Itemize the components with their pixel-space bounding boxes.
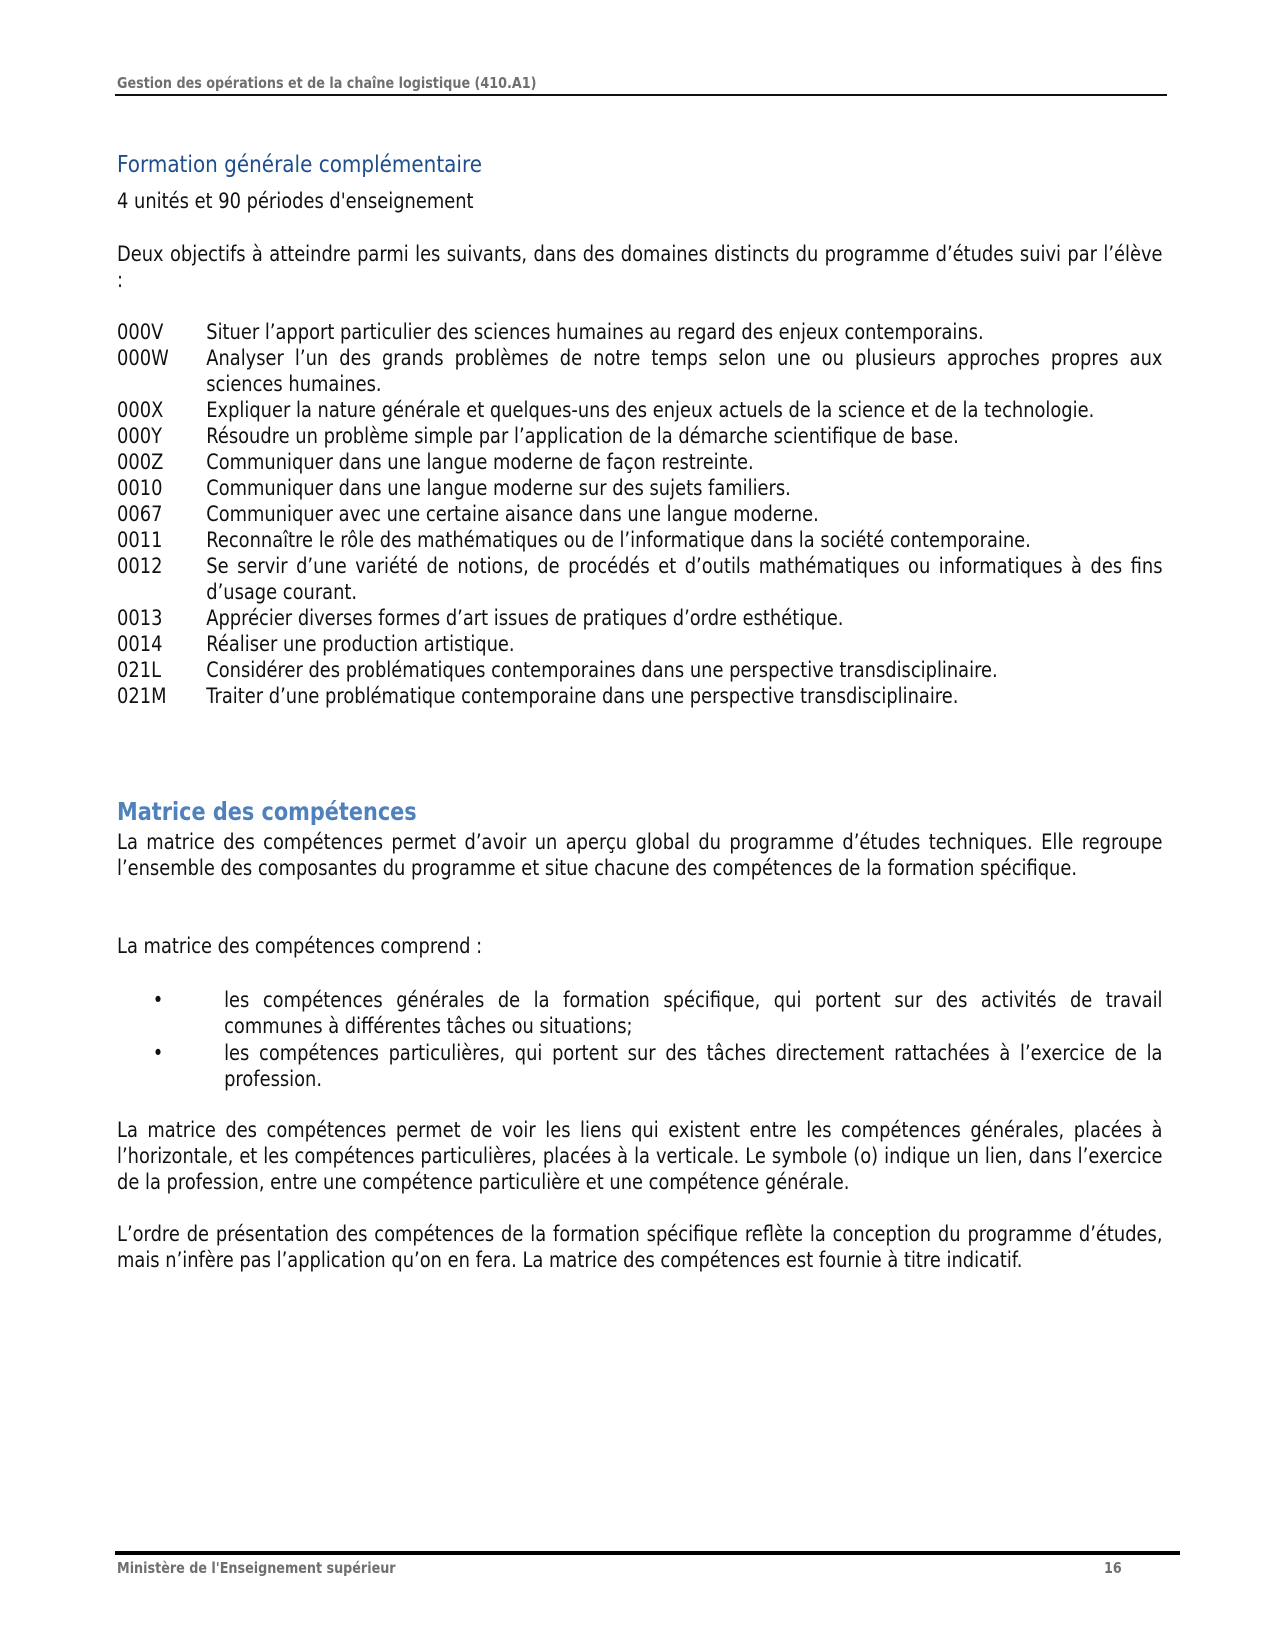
objective-item (117, 683, 1163, 709)
section-heading-matrice: Matrice des compétences (117, 797, 417, 826)
bullet-text: les compétences particulières, qui portent sur des tâches directement rattachées à l’exercice de la profession. (224, 1041, 1163, 1091)
matrice-paragraph-4: L’ordre de présentation des compétences de la formation spécifique reflète la conception du programme d’études, mais n’infère pas l’application qu’on en fera. La matrice des compétences est fournie à titre indicatif. (117, 1222, 1163, 1272)
objective-code: 000X (117, 398, 164, 422)
objective-item (117, 475, 1163, 501)
objective-code: 000Z (117, 450, 164, 474)
intro-paragraph: Deux objectifs à atteindre parmi les suivants, dans des domaines distincts du programme d’études suivi par l’élève : (117, 242, 1163, 292)
bullet-icon: • (152, 1041, 164, 1065)
running-header: Gestion des opérations et de la chaîne logistique (410.A1) (117, 74, 537, 92)
objective-code: 021L (117, 658, 162, 682)
objective-item (117, 449, 1163, 475)
objective-item (117, 631, 1163, 657)
objective-item (117, 397, 1163, 423)
objective-text: Expliquer la nature générale et quelques-uns des enjeux actuels de la science et de la technologie. (206, 398, 1095, 422)
objective-code: 000W (117, 346, 169, 370)
objective-code: 0010 (117, 476, 163, 500)
bullet-item (153, 987, 1163, 1039)
objective-text: Apprécier diverses formes d’art issues de pratiques d’ordre esthétique. (206, 606, 844, 630)
objective-code: 000Y (117, 424, 162, 448)
bullet-text: les compétences générales de la formation spécifique, qui portent sur des activités de travail communes à différentes tâches ou situations; (224, 988, 1163, 1038)
objective-text: Situer l’apport particulier des sciences humaines au regard des enjeux contemporains. (206, 320, 984, 344)
objective-text: Communiquer dans une langue moderne sur des sujets familiers. (206, 476, 791, 500)
objective-text: Communiquer avec une certaine aisance dans une langue moderne. (206, 502, 819, 526)
matrice-paragraph-2: La matrice des compétences comprend : (117, 934, 483, 958)
objective-text: Communiquer dans une langue moderne de façon restreinte. (206, 450, 754, 474)
page-number: 16 (1104, 1559, 1122, 1577)
objective-code: 021M (117, 684, 167, 708)
units-text: 4 unités et 90 périodes d'enseignement (117, 189, 474, 213)
matrice-paragraph-1: La matrice des compétences permet d’avoir un aperçu global du programme d’études techniques. Elle regroupe l’ensemble des composantes du programme et situe chacune des compétences de la formation spécifique. (117, 830, 1163, 880)
objective-code: 0067 (117, 502, 163, 526)
objective-text: Se servir d’une variété de notions, de procédés et d’outils mathématiques ou informatiques à des fins d’usage courant. (206, 554, 1163, 604)
objective-code: 0012 (117, 554, 163, 578)
objective-text: Reconnaître le rôle des mathématiques ou de l’informatique dans la société contemporaine. (206, 528, 1031, 552)
bullet-list (117, 987, 1163, 1092)
objective-code: 000V (117, 320, 164, 344)
objective-item (117, 553, 1163, 605)
footer-publisher: Ministère de l'Enseignement supérieur (117, 1559, 396, 1577)
footer-rule (115, 1551, 1180, 1555)
objective-item (117, 657, 1163, 683)
objective-code: 0011 (117, 528, 163, 552)
objective-text: Analyser l’un des grands problèmes de notre temps selon une ou plusieurs approches propres aux sciences humaines. (206, 346, 1163, 396)
objective-code: 0014 (117, 632, 163, 656)
header-rule (115, 94, 1167, 96)
objective-item (117, 423, 1163, 449)
matrice-paragraph-3: La matrice des compétences permet de voir les liens qui existent entre les compétences générales, placées à l’horizontale, et les compétences particulières, placées à la verticale. Le symbole (o) indique un lien, dans l’exercice de la profession, entre une compétence particulière et une compétence générale. (117, 1118, 1163, 1194)
objective-item (117, 345, 1163, 397)
objective-item (117, 319, 1163, 345)
objective-item (117, 605, 1163, 631)
objective-text: Réaliser une production artistique. (206, 632, 515, 656)
objective-text: Résoudre un problème simple par l’application de la démarche scientifique de base. (206, 424, 959, 448)
objective-text: Traiter d’une problématique contemporaine dans une perspective transdisciplinaire. (206, 684, 959, 708)
objectives-list (117, 319, 1163, 709)
bullet-icon: • (152, 988, 164, 1012)
objective-item (117, 527, 1163, 553)
bullet-item (153, 1040, 1163, 1092)
objective-text: Considérer des problématiques contemporaines dans une perspective transdisciplinaire. (206, 658, 998, 682)
objective-code: 0013 (117, 606, 163, 630)
section-heading-formation: Formation générale complémentaire (117, 150, 483, 178)
objective-item (117, 501, 1163, 527)
